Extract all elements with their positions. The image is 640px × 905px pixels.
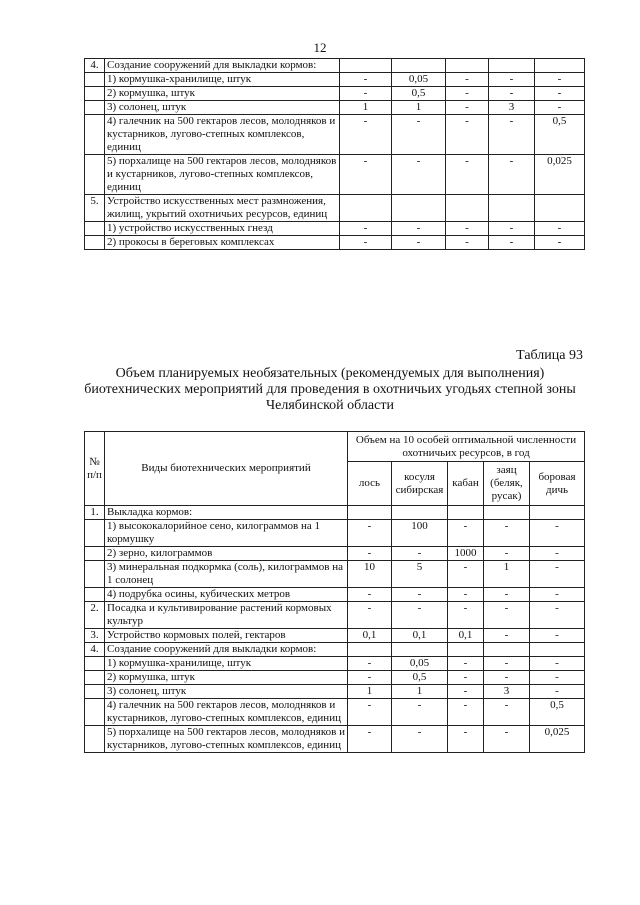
row-value: 1 <box>340 101 392 115</box>
row-value: 3 <box>489 101 535 115</box>
row-label: 2) зерно, килограммов <box>105 547 348 561</box>
row-value: - <box>489 155 535 195</box>
header-col-roe-deer: косуля сибирская <box>392 462 448 506</box>
row-value: 0,05 <box>392 73 446 87</box>
row-value: 0,5 <box>530 699 585 726</box>
row-value: - <box>340 87 392 101</box>
row-value: 0,1 <box>392 629 448 643</box>
table-row <box>85 699 585 726</box>
row-value: - <box>489 87 535 101</box>
row-label: Создание сооружений для выкладки кормов: <box>105 59 340 73</box>
row-value <box>484 506 530 520</box>
row-label: 5) порхалище на 500 гектаров лесов, молодняков и кустарников, лугово-степных комплексов, единиц <box>105 726 348 753</box>
row-value: - <box>392 236 446 250</box>
table-row <box>85 671 585 685</box>
row-number <box>85 236 105 250</box>
table-row <box>85 588 585 602</box>
row-value: - <box>446 101 489 115</box>
table-row <box>85 59 585 73</box>
row-value: - <box>448 520 484 547</box>
row-label: 2) кормушка, штук <box>105 671 348 685</box>
row-value: - <box>484 726 530 753</box>
row-value: 0,5 <box>535 115 585 155</box>
row-label: Посадка и культивирование растений кормовых культур <box>105 602 348 629</box>
row-value: - <box>530 588 585 602</box>
row-label: Выкладка кормов: <box>105 506 348 520</box>
row-value: - <box>448 588 484 602</box>
row-number <box>85 222 105 236</box>
header-col-boar: кабан <box>448 462 484 506</box>
row-value: - <box>484 520 530 547</box>
row-number <box>85 87 105 101</box>
row-value <box>392 59 446 73</box>
row-number: 1. <box>85 506 105 520</box>
row-label: 1) кормушка-хранилище, штук <box>105 657 348 671</box>
row-value: 0,025 <box>535 155 585 195</box>
row-value: 1 <box>392 685 448 699</box>
row-value <box>392 195 446 222</box>
row-value: - <box>535 87 585 101</box>
row-number: 2. <box>85 602 105 629</box>
row-label: Устройство искусственных мест размножения, жилищ, укрытий охотничьих ресурсов, единиц <box>105 195 340 222</box>
row-label: 5) порхалище на 500 гектаров лесов, молодняков и кустарников, лугово-степных комплексов, единиц <box>105 155 340 195</box>
table-row <box>85 115 585 155</box>
row-value <box>446 59 489 73</box>
continued-table <box>84 58 585 250</box>
row-value: - <box>448 602 484 629</box>
row-value: 0,5 <box>392 87 446 101</box>
row-value: - <box>340 236 392 250</box>
row-value: - <box>535 101 585 115</box>
row-value: - <box>535 236 585 250</box>
table-title: Объем планируемых необязательных (рекомендуемых для выполнения) биотехнических мероприятий для проведения в охотничьих угодьях степной зоны Челябинской области <box>84 366 576 413</box>
row-value <box>392 506 448 520</box>
row-label: 1) кормушка-хранилище, штук <box>105 73 340 87</box>
row-number <box>85 685 105 699</box>
row-value: - <box>348 671 392 685</box>
row-label: Устройство кормовых полей, гектаров <box>105 629 348 643</box>
header-col-hare: заяц (беляк, русак) <box>484 462 530 506</box>
row-value: 0,1 <box>448 629 484 643</box>
row-value: - <box>484 671 530 685</box>
row-value: 0,5 <box>392 671 448 685</box>
row-value: - <box>348 547 392 561</box>
row-value <box>448 643 484 657</box>
table-row <box>85 222 585 236</box>
row-value: 5 <box>392 561 448 588</box>
row-value: - <box>348 588 392 602</box>
row-number <box>85 520 105 547</box>
row-value: - <box>530 685 585 699</box>
row-value: - <box>530 602 585 629</box>
table-row <box>85 561 585 588</box>
table-row <box>85 101 585 115</box>
table-row <box>85 547 585 561</box>
row-value: - <box>535 222 585 236</box>
row-value: - <box>448 671 484 685</box>
row-value: - <box>484 629 530 643</box>
row-number: 4. <box>85 643 105 657</box>
row-value: 1 <box>392 101 446 115</box>
table-label: Таблица 93 <box>516 348 583 363</box>
row-label: 4) подрубка осины, кубических метров <box>105 588 348 602</box>
row-value <box>340 59 392 73</box>
row-value: - <box>448 561 484 588</box>
table-row <box>85 520 585 547</box>
row-value: 10 <box>348 561 392 588</box>
row-value: - <box>484 699 530 726</box>
row-value: - <box>535 73 585 87</box>
row-value: - <box>348 699 392 726</box>
row-value: - <box>392 155 446 195</box>
row-number: 5. <box>85 195 105 222</box>
row-number <box>85 73 105 87</box>
table-row <box>85 685 585 699</box>
row-value <box>535 195 585 222</box>
row-value: 3 <box>484 685 530 699</box>
row-value: - <box>484 547 530 561</box>
table-row <box>85 629 585 643</box>
row-value: - <box>530 657 585 671</box>
row-value <box>446 195 489 222</box>
row-value: - <box>446 115 489 155</box>
table-row <box>85 236 585 250</box>
row-number <box>85 561 105 588</box>
row-value: - <box>530 547 585 561</box>
row-number <box>85 115 105 155</box>
row-value: 0,1 <box>348 629 392 643</box>
row-value: 0,05 <box>392 657 448 671</box>
row-number <box>85 547 105 561</box>
row-value: 1000 <box>448 547 484 561</box>
row-value: - <box>530 629 585 643</box>
row-value: 1 <box>348 685 392 699</box>
row-label: 4) галечник на 500 гектаров лесов, молодняков и кустарников, лугово-степных комплексов, единиц <box>105 699 348 726</box>
row-number <box>85 726 105 753</box>
row-number <box>85 101 105 115</box>
row-value <box>530 643 585 657</box>
row-value: - <box>348 602 392 629</box>
row-value <box>489 195 535 222</box>
row-value: - <box>484 657 530 671</box>
table-row <box>85 643 585 657</box>
row-value: - <box>530 520 585 547</box>
row-label: 3) солонец, штук <box>105 101 340 115</box>
row-number <box>85 588 105 602</box>
row-label: 1) высококалорийное сено, килограммов на 1 кормушку <box>105 520 348 547</box>
row-label: 2) кормушка, штук <box>105 87 340 101</box>
page-number: 12 <box>313 40 327 55</box>
row-value <box>535 59 585 73</box>
row-value <box>340 195 392 222</box>
row-value: - <box>348 726 392 753</box>
row-value: - <box>446 87 489 101</box>
row-value: - <box>448 685 484 699</box>
row-number <box>85 671 105 685</box>
row-value: - <box>340 115 392 155</box>
row-value: - <box>489 115 535 155</box>
table-row <box>85 195 585 222</box>
row-value: - <box>348 520 392 547</box>
row-value: - <box>392 699 448 726</box>
row-number <box>85 657 105 671</box>
row-value: - <box>484 602 530 629</box>
table-row <box>85 726 585 753</box>
row-value: - <box>340 155 392 195</box>
header-col-elk: лось <box>348 462 392 506</box>
table-row <box>85 155 585 195</box>
row-value: - <box>392 222 446 236</box>
row-value: 100 <box>392 520 448 547</box>
row-number: 3. <box>85 629 105 643</box>
table-row <box>85 87 585 101</box>
row-value: - <box>340 73 392 87</box>
row-value: - <box>448 657 484 671</box>
row-label: 1) устройство искусственных гнезд <box>105 222 340 236</box>
header-num: № п/п <box>85 432 105 506</box>
row-value: - <box>340 222 392 236</box>
row-value: - <box>489 73 535 87</box>
row-value: - <box>446 222 489 236</box>
table-row <box>85 73 585 87</box>
row-value <box>489 59 535 73</box>
row-value: - <box>484 588 530 602</box>
row-number: 4. <box>85 59 105 73</box>
row-value <box>530 506 585 520</box>
row-number <box>85 699 105 726</box>
row-value <box>448 506 484 520</box>
row-value: - <box>392 547 448 561</box>
row-value: - <box>348 657 392 671</box>
table-row <box>85 506 585 520</box>
table-row <box>85 602 585 629</box>
row-value: - <box>392 602 448 629</box>
row-value: - <box>530 671 585 685</box>
table-row <box>85 657 585 671</box>
row-number <box>85 155 105 195</box>
row-value: 0,025 <box>530 726 585 753</box>
row-value <box>484 643 530 657</box>
row-label: 3) солонец, штук <box>105 685 348 699</box>
row-label: Создание сооружений для выкладки кормов: <box>105 643 348 657</box>
row-value: - <box>392 588 448 602</box>
row-label: 3) минеральная подкормка (соль), килограммов на 1 солонец <box>105 561 348 588</box>
header-name: Виды биотехнических мероприятий <box>105 432 348 506</box>
row-value <box>392 643 448 657</box>
row-value: - <box>530 561 585 588</box>
row-value: - <box>489 222 535 236</box>
row-value: 1 <box>484 561 530 588</box>
row-value: - <box>446 236 489 250</box>
table-93 <box>84 431 585 753</box>
row-value: - <box>448 699 484 726</box>
row-value: - <box>392 726 448 753</box>
row-value: - <box>392 115 446 155</box>
header-col-game-birds: боровая дичь <box>530 462 585 506</box>
row-value: - <box>446 155 489 195</box>
row-value <box>348 643 392 657</box>
row-value: - <box>489 236 535 250</box>
row-value <box>348 506 392 520</box>
row-label: 2) прокосы в береговых комплексах <box>105 236 340 250</box>
row-value: - <box>448 726 484 753</box>
header-group: Объем на 10 особей оптимальной численности охотничьих ресурсов, в год <box>348 432 585 462</box>
row-label: 4) галечник на 500 гектаров лесов, молодняков и кустарников, лугово-степных комплексов, единиц <box>105 115 340 155</box>
row-value: - <box>446 73 489 87</box>
